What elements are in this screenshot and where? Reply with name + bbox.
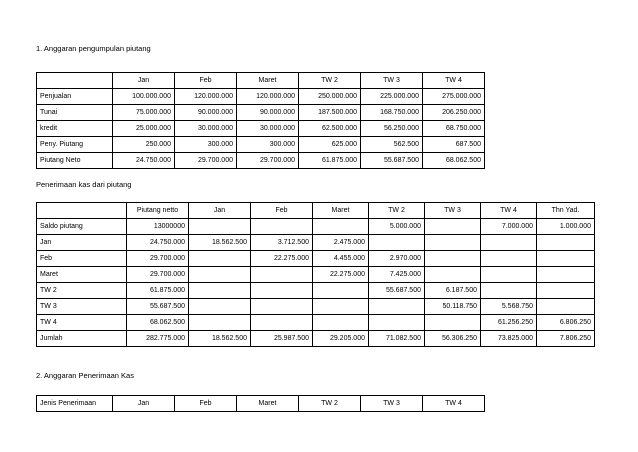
table-cell: 25.987.500 [251, 331, 313, 347]
row-label: Saldo piutang [37, 219, 127, 235]
table-cell: 300.000 [237, 137, 299, 153]
table-cell: 120.000.000 [237, 89, 299, 105]
table-cell [425, 235, 481, 251]
table-cell: 90.000.000 [237, 105, 299, 121]
table-cell: 1.000.000 [537, 219, 595, 235]
column-header: TW 2 [369, 203, 425, 219]
table-cell [189, 251, 251, 267]
column-header: Piutang netto [127, 203, 189, 219]
table-cell [251, 267, 313, 283]
table-cell: 29.700.000 [175, 153, 237, 169]
table-cell [481, 267, 537, 283]
table-cell: 68.062.500 [127, 315, 189, 331]
table-row [37, 105, 485, 121]
table-cell: 30.000.000 [237, 121, 299, 137]
table-cell: 29.700.000 [237, 153, 299, 169]
table-cell: 275.000.000 [423, 89, 485, 105]
column-header: TW 2 [299, 73, 361, 89]
row-label: Maret [37, 267, 127, 283]
column-header: Feb [175, 396, 237, 412]
table-cell: 6.187.500 [425, 283, 481, 299]
table-cell [189, 315, 251, 331]
table-cell: 4.455.000 [313, 251, 369, 267]
table-cell [189, 219, 251, 235]
table-cell: 18.562.500 [189, 331, 251, 347]
table-cell [369, 235, 425, 251]
table-cell: 73.825.000 [481, 331, 537, 347]
piutang-table [36, 72, 485, 169]
column-header: TW 3 [361, 396, 423, 412]
table-cell: 68.750.000 [423, 121, 485, 137]
table-cell: 29.700.000 [127, 251, 189, 267]
table-cell: 250.000.000 [299, 89, 361, 105]
table-cell [189, 283, 251, 299]
table-cell [313, 283, 369, 299]
table-cell [313, 315, 369, 331]
table-cell [537, 235, 595, 251]
table-cell: 168.750.000 [361, 105, 423, 121]
table-row [37, 89, 485, 105]
row-label: TW 3 [37, 299, 127, 315]
table-cell: 187.500.000 [299, 105, 361, 121]
column-header: TW 3 [425, 203, 481, 219]
table-cell: 29.205.000 [313, 331, 369, 347]
row-label: Jan [37, 235, 127, 251]
table-row [37, 283, 595, 299]
table-cell [189, 299, 251, 315]
section1-title: 1. Anggaran pengumpulan piutang [36, 44, 151, 53]
column-header: Jan [113, 73, 175, 89]
table-cell: 30.000.000 [175, 121, 237, 137]
table-cell: 24.750.000 [127, 235, 189, 251]
table-cell [251, 299, 313, 315]
table-cell [481, 235, 537, 251]
table-cell: 90.000.000 [175, 105, 237, 121]
table-cell: 68.062.500 [423, 153, 485, 169]
penerimaan-kas-table [36, 395, 485, 412]
column-header: Maret [237, 73, 299, 89]
table-cell: 100.000.000 [113, 89, 175, 105]
table-cell [537, 251, 595, 267]
table-cell: 62.500.000 [299, 121, 361, 137]
penerimaan-piutang-table [36, 202, 595, 347]
table-cell: 687.500 [423, 137, 485, 153]
row-label: Jumlah [37, 331, 127, 347]
table-cell [251, 219, 313, 235]
table-cell: 5.568.750 [481, 299, 537, 315]
table-cell: 75.000.000 [113, 105, 175, 121]
table-cell: 71.082.500 [369, 331, 425, 347]
column-header: Jenis Penerimaan [37, 396, 113, 412]
table-cell [369, 299, 425, 315]
table-cell [537, 283, 595, 299]
table-row [37, 267, 595, 283]
table-cell: 22.275.000 [251, 251, 313, 267]
table-cell [537, 299, 595, 315]
table-row [37, 137, 485, 153]
header-row [37, 203, 595, 219]
column-header: Feb [251, 203, 313, 219]
table-cell [425, 267, 481, 283]
table-cell: 562.500 [361, 137, 423, 153]
column-header: Feb [175, 73, 237, 89]
table-cell: 55.687.500 [361, 153, 423, 169]
table-cell: 7.000.000 [481, 219, 537, 235]
column-header: TW 3 [361, 73, 423, 89]
table-row [37, 315, 595, 331]
row-label: TW 2 [37, 283, 127, 299]
column-header: Maret [237, 396, 299, 412]
column-header: Maret [313, 203, 369, 219]
table-cell: 5.000.000 [369, 219, 425, 235]
table-cell: 206.250.000 [423, 105, 485, 121]
table-cell [537, 267, 595, 283]
table-cell: 250.000 [113, 137, 175, 153]
table-row [37, 153, 485, 169]
table-row [37, 299, 595, 315]
table-cell: 50.118.750 [425, 299, 481, 315]
table-cell: 25.000.000 [113, 121, 175, 137]
table-cell [369, 315, 425, 331]
table-cell: 24.750.000 [113, 153, 175, 169]
table-cell [189, 267, 251, 283]
column-header: Thn Yad. [537, 203, 595, 219]
row-label: Peny. Piutang [37, 137, 113, 153]
table-cell: 61.875.000 [299, 153, 361, 169]
table-cell [425, 219, 481, 235]
column-header: TW 2 [299, 396, 361, 412]
table-row [37, 331, 595, 347]
row-label: Piutang Neto [37, 153, 113, 169]
column-header: Jan [113, 396, 175, 412]
table-row [37, 219, 595, 235]
table-cell [313, 219, 369, 235]
table-cell: 55.687.500 [127, 299, 189, 315]
table-cell: 625.000 [299, 137, 361, 153]
row-label: Tunai [37, 105, 113, 121]
table-cell: 6.806.250 [537, 315, 595, 331]
column-header [37, 73, 113, 89]
table-cell [425, 251, 481, 267]
table-cell: 56.306.250 [425, 331, 481, 347]
table-cell: 55.687.500 [369, 283, 425, 299]
table-cell [251, 315, 313, 331]
table-cell: 282.775.000 [127, 331, 189, 347]
table-cell: 7.806.250 [537, 331, 595, 347]
header-row [37, 73, 485, 89]
table-cell [313, 299, 369, 315]
section3-title: 2. Anggaran Penerimaan Kas [36, 371, 134, 380]
table-row [37, 251, 595, 267]
row-label: TW 4 [37, 315, 127, 331]
table-cell: 2.970.000 [369, 251, 425, 267]
column-header: Jan [189, 203, 251, 219]
table-cell: 300.000 [175, 137, 237, 153]
table-cell [481, 283, 537, 299]
column-header: TW 4 [423, 396, 485, 412]
table-cell: 56.250.000 [361, 121, 423, 137]
table-cell: 120.000.000 [175, 89, 237, 105]
table-cell: 18.562.500 [189, 235, 251, 251]
row-label: kredit [37, 121, 113, 137]
column-header: TW 4 [423, 73, 485, 89]
table-cell: 13000000 [127, 219, 189, 235]
table-cell [251, 283, 313, 299]
column-header [37, 203, 127, 219]
table-cell: 61.875.000 [127, 283, 189, 299]
row-label: Feb [37, 251, 127, 267]
table-row [37, 121, 485, 137]
table-cell: 2.475.000 [313, 235, 369, 251]
table-cell [425, 315, 481, 331]
section2-title: Penerimaan kas dari piutang [36, 180, 132, 189]
table-cell: 29.700.000 [127, 267, 189, 283]
table-cell: 225.000.000 [361, 89, 423, 105]
table-row [37, 235, 595, 251]
row-label: Penjualan [37, 89, 113, 105]
table-cell: 7.425.000 [369, 267, 425, 283]
table-cell: 22.275.000 [313, 267, 369, 283]
table-cell [481, 251, 537, 267]
column-header: TW 4 [481, 203, 537, 219]
table-cell: 61.256.250 [481, 315, 537, 331]
header-row [37, 396, 485, 412]
table-cell: 3.712.500 [251, 235, 313, 251]
